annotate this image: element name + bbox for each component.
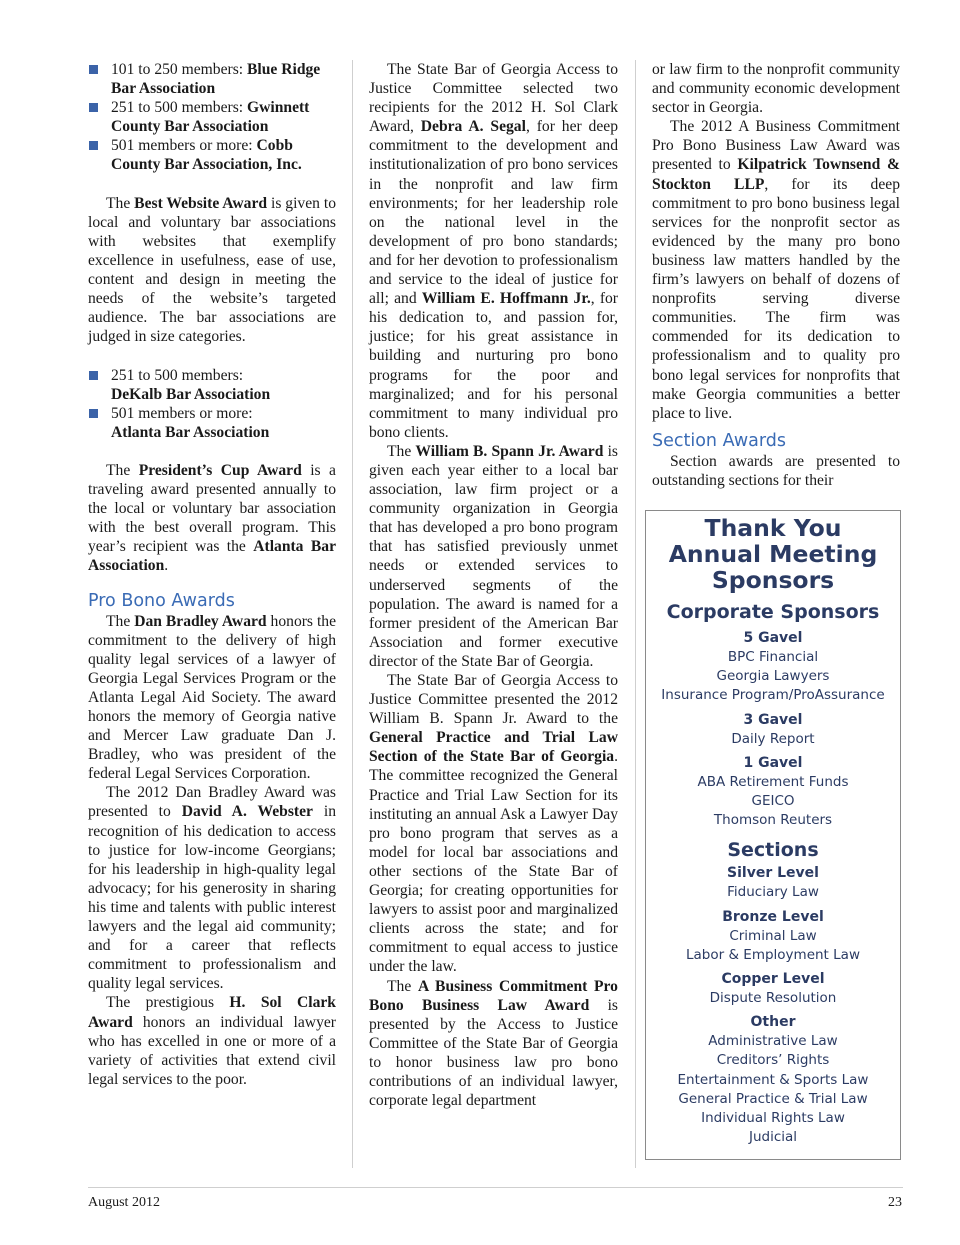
sponsor-name: Administrative Law xyxy=(708,1033,838,1050)
dan-bradley-paragraph: The Dan Bradley Award honors the commitment to the delivery of high quality legal services of a lawyer of Georgia Legal Services Program or the Atlanta Legal Aid Society. The award honors the memory of Georgia native and Mercer Law graduate Dan J. Bradley, who was president of the federal Legal Services Corporation. xyxy=(88,612,337,783)
sol-clark-paragraph: The prestigious H. Sol Clark Award honors an individual lawyer who has excelled in one or more of a variety of activities that extend civil legal services to the poor. xyxy=(88,994,336,1088)
best-website-paragraph: The Best Website Award is given to local and voluntary bar associations with websites that exemplify excellence in usefulness, ease of use, content and design in meeting the needs of the website’s targeted audience. The bar associations are judged in size categories. xyxy=(88,194,336,346)
sponsor-level: 1 Gavel xyxy=(743,754,803,771)
sponsor-name: Criminal Law xyxy=(729,927,817,944)
presidents-cup-paragraph: The President’s Cup Award is a traveling award presented annually to the local or voluntary bar association with the best overall program. This year’s recipient was the Atlanta Bar Association. xyxy=(88,461,336,575)
sponsor-name: General Practice & Trial Law xyxy=(678,1090,868,1107)
sponsors-title-line: Annual Meeting xyxy=(668,540,878,568)
pro-bono-awards-heading: Pro Bono Awards xyxy=(88,590,235,611)
size-category-list-2 xyxy=(88,366,336,442)
dan-bradley-recipient-paragraph: The 2012 Dan Bradley Award was presented to David A. Webster in recognition of his dedication to access to justice for low-income Georgians; for his leadership in high-quality legal advocacy; for his generosity in sharing his time and talents with public interest lawyers and the legal aid community; and for a career that reflects commitment to professionalism and quality legal services. xyxy=(88,784,336,993)
sponsor-name: Entertainment & Sports Law xyxy=(677,1071,869,1088)
spann-award-paragraph: The William B. Spann Jr. Award is given each year either to a local bar association, law firm project or a community organization in Georgia that has developed a pro bono program that has satisfied previously unmet needs or extended services to underserved segments of the population. The award is named for a former president of the American Bar Association and former executive director of the State Bar of Georgia. xyxy=(369,442,618,670)
size-category-list-1 xyxy=(88,60,336,175)
sponsor-name: BPC Financial xyxy=(727,649,819,665)
section-awards-paragraph: Section awards are presented to outstanding sections for their xyxy=(652,452,900,489)
kilpatrick-paragraph: The 2012 A Business Commitment Pro Bono Business Law Award was presented to Kilpatrick Townsend & Stockton LLP, for its deep commitment to pro bono business legal services for the nonprofit sector as evidenced by the many pro bono business law matters handled by the firm’s lawyers on behalf of dozens of nonprofits serving diverse communities. The firm was commended for its dedication to professionalism and to quality pro bono legal services for nonprofits that make Georgia communities a better place to live. xyxy=(652,118,900,422)
column-divider-2 xyxy=(635,60,636,1168)
sponsors-box xyxy=(645,510,901,1160)
sponsor-name: Thomson Reuters xyxy=(713,812,833,829)
column-3 xyxy=(652,60,900,490)
sponsor-name: Insurance Program/ProAssurance xyxy=(661,687,885,704)
bullet-square-icon xyxy=(89,409,98,418)
sponsor-name: Labor & Employment Law xyxy=(686,946,860,963)
list-item: 101 to 250 members: Blue Ridge Bar Association xyxy=(88,60,336,98)
sponsor-level: Other xyxy=(750,1014,796,1031)
sponsors-title-line: Sponsors xyxy=(711,566,835,594)
sponsor-level: Bronze Level xyxy=(722,908,824,925)
list-item: 501 members or more: Atlanta Bar Association xyxy=(88,404,336,442)
page-number: 23 xyxy=(888,1195,902,1210)
sponsor-name: GEICO xyxy=(751,793,795,810)
bullet-square-icon xyxy=(89,371,98,380)
section-awards-heading: Section Awards xyxy=(652,430,786,451)
sponsor-name: Daily Report xyxy=(731,730,815,747)
list-item: 501 members or more: Cobb County Bar Association, Inc. xyxy=(88,136,336,174)
column-divider-1 xyxy=(352,60,353,1168)
spann-recipient-paragraph: The State Bar of Georgia Access to Justice Committee presented the 2012 William B. Spann Jr. Award to the General Practice and Trial Law Section of the State Bar of Georgia. The committee recognized the General Practice and Trial Law Section for its instituting an annual Ask a Lawyer Day pro bono program that serves as a model for local bar associations and other sections of the State Bar of Georgia; for creating opportunities for lawyers to assist poor and marginalized clients across the state; and for commitment to equal access to justice under the law. xyxy=(369,672,618,976)
sponsor-name: Georgia Lawyers xyxy=(716,668,830,685)
column-2 xyxy=(369,60,618,1110)
issue-date: August 2012 xyxy=(88,1195,160,1210)
sponsor-name: ABA Retirement Funds xyxy=(697,773,849,790)
sponsor-name: Fiduciary Law xyxy=(727,884,819,901)
footer-divider xyxy=(88,1187,903,1188)
sponsor-name: Judicial xyxy=(748,1129,798,1146)
sections-heading: Sections xyxy=(727,839,819,862)
list-item: 251 to 500 members: DeKalb Bar Association xyxy=(88,366,336,404)
continued-paragraph: or law firm to the nonprofit community and community economic development sector in Georgia. xyxy=(652,61,900,117)
bullet-square-icon xyxy=(89,141,98,150)
list-item: 251 to 500 members: Gwinnett County Bar Association xyxy=(88,98,336,136)
sponsor-level: 5 Gavel xyxy=(743,630,803,646)
sponsor-name: Individual Rights Law xyxy=(701,1110,845,1127)
column-1 xyxy=(88,60,336,1089)
sponsor-level: Copper Level xyxy=(721,971,825,988)
sponsors-title-line: Thank You xyxy=(704,514,842,542)
sponsor-name: Creditors’ Rights xyxy=(716,1052,830,1069)
sponsor-level: Silver Level xyxy=(727,865,819,882)
sponsor-name: Dispute Resolution xyxy=(709,990,837,1007)
sponsor-level: 3 Gavel xyxy=(743,711,803,728)
business-commitment-paragraph: The A Business Commitment Pro Bono Business Law Award is presented by the Access to Justice Committee of the State Bar of Georgia to honor business law pro bono contributions of an individual lawyer, corporate legal department xyxy=(369,977,618,1110)
bullet-square-icon xyxy=(89,65,98,74)
bullet-square-icon xyxy=(89,103,98,112)
sol-clark-recipients-paragraph: The State Bar of Georgia Access to Justice Committee selected two recipients for the 2012 H. Sol Clark Award, Debra A. Segal, for her deep commitment to the development and institutionalization of pro bono services in the nonprofit and law firm environments; for her leadership role on the national level in the development of pro bono standards; and for her devotion to professionalism and service to the ideal of justice for all; and William E. Hoffmann Jr., for his dedication to, and passion for, justice; for his great assistance in building and nurturing pro bono programs for the poor and marginalized; and for his personal commitment to many individual pro bono clients. xyxy=(369,61,619,441)
corporate-sponsors-heading: Corporate Sponsors xyxy=(666,601,880,623)
